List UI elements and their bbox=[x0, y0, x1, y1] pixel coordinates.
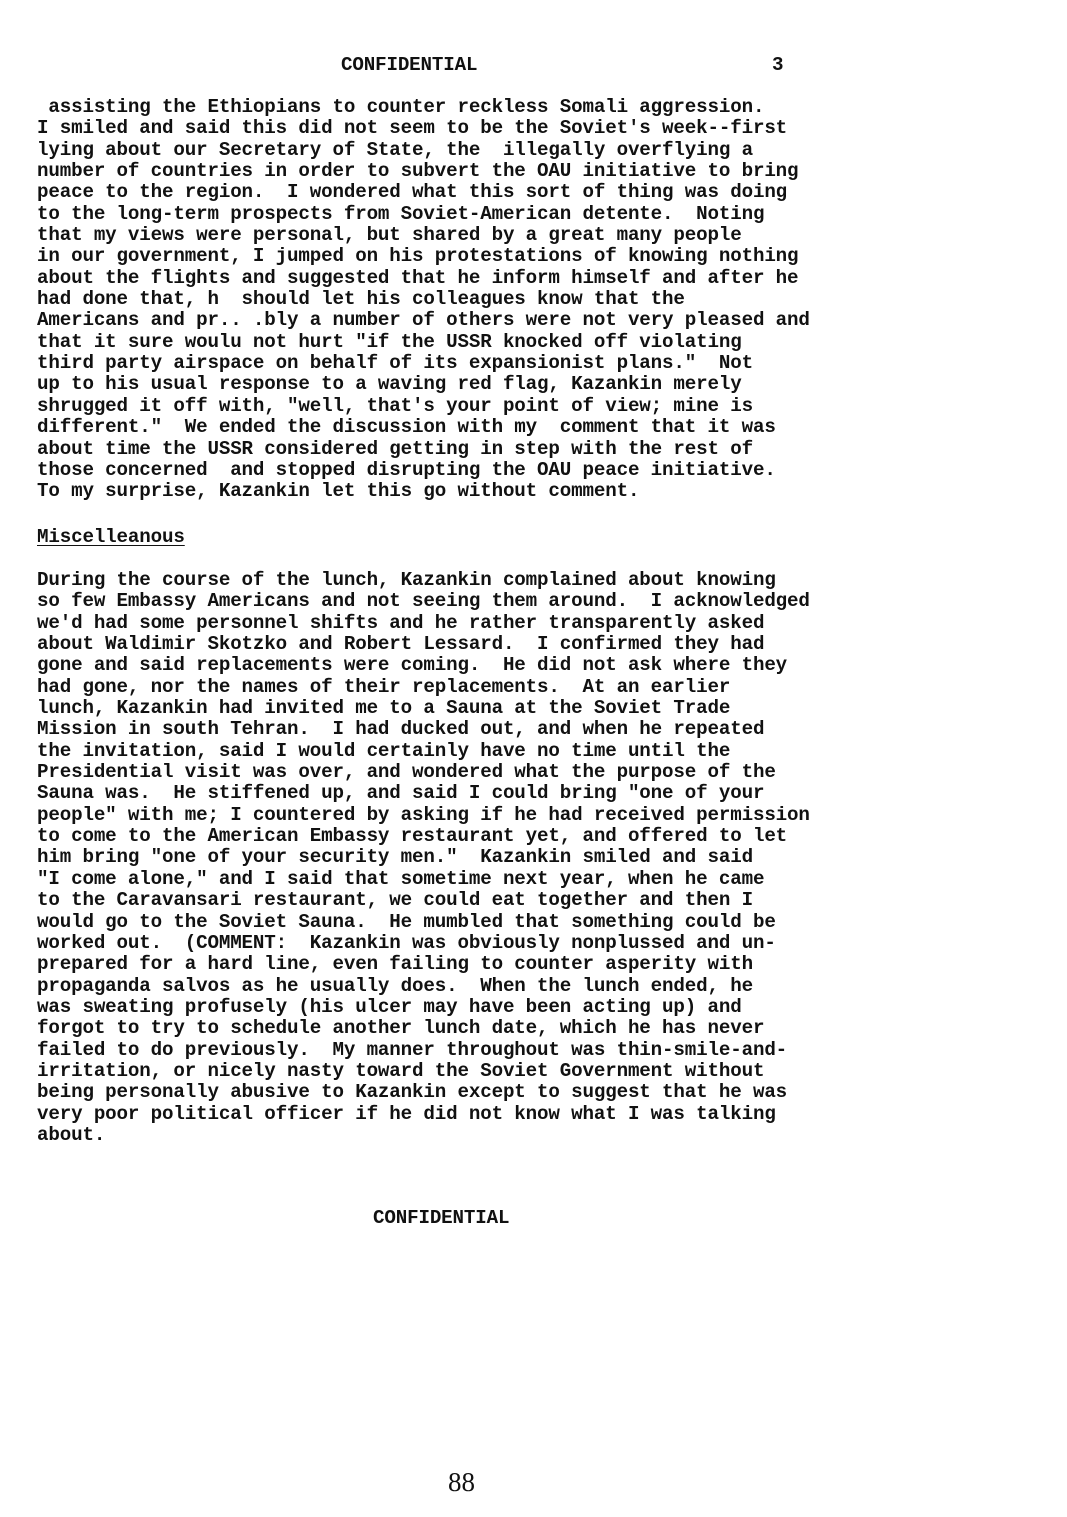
text-line: Presidential visit was over, and wondered what the purpose of the bbox=[37, 761, 776, 784]
text-line: was sweating profusely (his ulcer may have been acting up) and bbox=[37, 995, 742, 1018]
text-line: Sauna was. He stiffened up, and said I could bring "one of your bbox=[37, 782, 765, 805]
paragraph-miscellaneous bbox=[37, 570, 917, 1146]
text-line: lying about our Secretary of State, the illegally overflying a bbox=[37, 138, 753, 161]
text-line: about. bbox=[37, 1123, 106, 1146]
text-line: to the long-term prospects from Soviet-American detente. Noting bbox=[37, 202, 765, 225]
text-line: had done that, h should let his colleagues know that the bbox=[37, 288, 685, 311]
page-number: 88 bbox=[448, 1467, 475, 1497]
text-line: that my views were personal, but shared by a great many people bbox=[37, 224, 742, 247]
classification-header: CONFIDENTIAL bbox=[341, 54, 478, 76]
text-line: third party airspace on behalf of its expansionist plans." Not bbox=[37, 352, 753, 375]
text-line: we'd had some personnel shifts and he rather transparently asked bbox=[37, 611, 765, 634]
text-line: being personally abusive to Kazankin except to suggest that he was bbox=[37, 1081, 788, 1104]
text-line: so few Embassy Americans and not seeing them around. I acknowledged bbox=[37, 590, 810, 613]
text-line: had gone, nor the names of their replacements. At an earlier bbox=[37, 675, 731, 698]
text-line: very poor political officer if he did not know what I was talking bbox=[37, 1102, 776, 1125]
text-line: the invitation, said I would certainly have no time until the bbox=[37, 739, 731, 762]
text-line: number of countries in order to subvert the OAU initiative to bring bbox=[37, 160, 799, 183]
text-line: gone and said replacements were coming. He did not ask where they bbox=[37, 654, 788, 677]
section-heading: Miscelleanous bbox=[37, 526, 185, 548]
text-line: prepared for a hard line, even failing to counter asperity with bbox=[37, 953, 753, 976]
text-line: shrugged it off with, "well, that's your point of view; mine is bbox=[37, 394, 753, 417]
text-line: about time the USSR considered getting in step with the rest of bbox=[37, 437, 753, 460]
text-line: I smiled and said this did not seem to be the Soviet's week--first bbox=[37, 117, 788, 140]
text-line: in our government, I jumped on his protestations of knowing nothing bbox=[37, 245, 799, 268]
text-line: about the flights and suggested that he inform himself and after he bbox=[37, 266, 799, 289]
text-line: Mission in south Tehran. I had ducked out, and when he repeated bbox=[37, 718, 765, 741]
page-header bbox=[0, 54, 1067, 78]
text-line: worked out. (COMMENT: Kazankin was obviously nonplussed and un- bbox=[37, 931, 776, 954]
text-line: people" with me; I countered by asking if he had received permission bbox=[37, 803, 810, 826]
text-line: different." We ended the discussion with my comment that it was bbox=[37, 416, 776, 439]
text-line: propaganda salvos as he usually does. When the lunch ended, he bbox=[37, 974, 753, 997]
text-line: During the course of the lunch, Kazankin complained about knowing bbox=[37, 569, 776, 591]
text-line: irritation, or nicely nasty toward the Soviet Government without bbox=[37, 1059, 765, 1082]
text-line: to come to the American Embassy restaurant yet, and offered to let bbox=[37, 825, 788, 848]
text-line: up to his usual response to a waving red flag, Kazankin merely bbox=[37, 373, 742, 396]
text-line: Americans and pr.. .bly a number of others were not very pleased and bbox=[37, 309, 810, 332]
text-line: To my surprise, Kazankin let this go without comment. bbox=[37, 480, 640, 503]
text-line: forgot to try to schedule another lunch date, which he has never bbox=[37, 1017, 765, 1040]
text-line: about Waldimir Skotzko and Robert Lessard. I confirmed they had bbox=[37, 633, 765, 656]
text-line: assisting the Ethiopians to counter reckless Somali aggression. bbox=[37, 96, 765, 118]
text-line: that it sure woulu not hurt "if the USSR knocked off violating bbox=[37, 330, 742, 353]
paragraph-soviet-discussion bbox=[37, 97, 917, 503]
classification-footer: CONFIDENTIAL bbox=[373, 1207, 510, 1229]
text-line: "I come alone," and I said that sometime next year, when he came bbox=[37, 867, 765, 890]
text-line: peace to the region. I wondered what this sort of thing was doing bbox=[37, 181, 788, 204]
text-line: lunch, Kazankin had invited me to a Sauna at the Soviet Trade bbox=[37, 697, 731, 720]
header-page-number: 3 bbox=[772, 54, 784, 76]
text-line: him bring "one of your security men." Kazankin smiled and said bbox=[37, 846, 753, 869]
text-line: those concerned and stopped disrupting the OAU peace initiative. bbox=[37, 458, 776, 481]
text-line: failed to do previously. My manner throughout was thin-smile-and- bbox=[37, 1038, 788, 1061]
text-line: to the Caravansari restaurant, we could eat together and then I bbox=[37, 889, 753, 912]
text-line: would go to the Soviet Sauna. He mumbled that something could be bbox=[37, 910, 776, 933]
